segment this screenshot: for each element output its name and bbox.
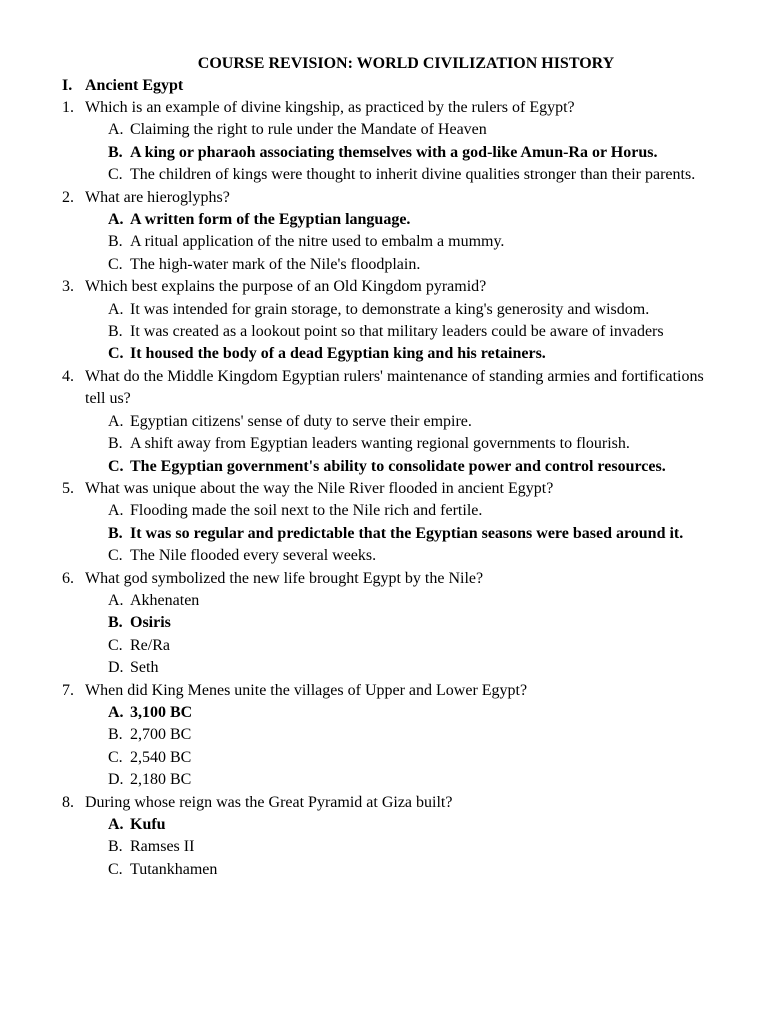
option-text: It was intended for grain storage, to demonstrate a king's generosity and wisdom. (130, 300, 650, 318)
option-letter: C. (108, 457, 124, 475)
option-letter: B. (108, 838, 123, 856)
question-item (0, 187, 768, 277)
answer-option (0, 231, 768, 253)
option-letter: B. (108, 614, 123, 632)
option-text: Kufu (130, 816, 166, 833)
answer-option (0, 747, 768, 769)
option-text: 3,100 BC (130, 703, 193, 721)
question-prompt: Which best explains the purpose of an Old Kingdom pyramid? (85, 278, 487, 296)
question-text (0, 97, 768, 119)
option-letter: B. (108, 233, 123, 251)
option-text: Tutankhamen (130, 860, 218, 878)
question-item (0, 276, 768, 366)
question-prompt: What do the Middle Kingdom Egyptian rulers' maintenance of standing armies and fortifications tell us? (85, 367, 704, 408)
page-title: COURSE REVISION: WORLD CIVILIZATION HISTORY (197, 55, 615, 72)
option-letter: D. (108, 771, 124, 789)
question-text (0, 568, 768, 590)
option-text: Seth (130, 659, 159, 677)
option-letter: A. (108, 591, 124, 609)
answer-option-correct (0, 702, 768, 724)
answer-option (0, 769, 768, 791)
question-number: 5. (62, 479, 74, 497)
answer-option (0, 164, 768, 186)
answer-option (0, 590, 768, 612)
answer-option (0, 119, 768, 141)
option-text: It housed the body of a dead Egyptian king and his retainers. (130, 345, 546, 363)
question-number: 3. (62, 278, 74, 296)
section-number: I. (62, 77, 73, 94)
question-text (0, 680, 768, 702)
answer-option (0, 500, 768, 522)
option-letter: B. (108, 726, 123, 744)
answer-option-correct (0, 523, 768, 545)
option-letter: B. (108, 323, 123, 341)
option-letter: B. (108, 435, 123, 453)
option-letter: C. (108, 255, 123, 273)
answer-option-correct (0, 814, 768, 836)
question-item (0, 792, 768, 882)
question-item (0, 478, 768, 568)
answer-option (0, 411, 768, 433)
answer-option (0, 254, 768, 276)
answer-option (0, 836, 768, 858)
answer-option-correct (0, 209, 768, 231)
option-letter: A. (108, 211, 124, 229)
question-item (0, 97, 768, 187)
option-letter: A. (108, 816, 124, 833)
option-text: A ritual application of the nitre used to embalm a mummy. (130, 233, 505, 251)
question-number: 1. (62, 99, 74, 116)
answer-option-correct (0, 343, 768, 365)
answer-option (0, 433, 768, 455)
question-text (0, 276, 768, 298)
answer-option (0, 724, 768, 746)
option-text: Egyptian citizens' sense of duty to serve their empire. (130, 412, 472, 430)
option-text: A shift away from Egyptian leaders wanting regional governments to flourish. (130, 435, 630, 453)
option-text: The Nile flooded every several weeks. (130, 547, 377, 565)
answer-option (0, 635, 768, 657)
question-text (0, 187, 768, 209)
option-text: Osiris (130, 614, 171, 632)
option-letter: C. (108, 636, 123, 654)
question-item (0, 366, 768, 478)
question-item (0, 680, 768, 792)
question-prompt: What are hieroglyphs? (85, 188, 230, 206)
option-text: A written form of the Egyptian language. (130, 211, 411, 229)
answer-option (0, 299, 768, 321)
question-prompt: What was unique about the way the Nile River flooded in ancient Egypt? (85, 479, 554, 497)
option-text: The Egyptian government's ability to consolidate power and control resources. (130, 457, 666, 475)
option-text: 2,540 BC (130, 748, 192, 766)
option-text: Flooding made the soil next to the Nile rich and fertile. (130, 502, 483, 520)
question-number: 6. (62, 569, 74, 587)
option-letter: B. (108, 143, 123, 161)
option-text: Re/Ra (130, 636, 170, 654)
question-number: 2. (62, 188, 74, 206)
option-text: Akhenaten (130, 591, 200, 609)
question-text (0, 366, 768, 411)
option-letter: B. (108, 524, 123, 542)
question-item (0, 568, 768, 680)
option-letter: A. (108, 300, 124, 318)
option-text: It was created as a lookout point so that military leaders could be aware of invaders (130, 323, 664, 341)
option-letter: A. (108, 502, 124, 520)
question-text (0, 792, 768, 814)
option-letter: D. (108, 659, 124, 677)
question-number: 4. (62, 367, 74, 385)
question-prompt: What god symbolized the new life brought Egypt by the Nile? (85, 569, 484, 587)
question-prompt: Which is an example of divine kingship, as practiced by the rulers of Egypt? (85, 99, 575, 116)
question-list (0, 97, 768, 881)
option-text: A king or pharaoh associating themselves with a god-like Amun-Ra or Horus. (130, 143, 658, 161)
option-letter: C. (108, 547, 123, 565)
question-text (0, 478, 768, 500)
option-text: Claiming the right to rule under the Mandate of Heaven (130, 121, 487, 139)
option-letter: C. (108, 345, 124, 363)
option-letter: C. (108, 748, 123, 766)
option-letter: A. (108, 121, 124, 139)
answer-option (0, 859, 768, 881)
answer-option-correct (0, 612, 768, 634)
question-number: 8. (62, 793, 74, 811)
question-prompt: During whose reign was the Great Pyramid at Giza built? (85, 793, 453, 811)
option-text: Ramses II (130, 838, 195, 856)
answer-option-correct (0, 142, 768, 164)
option-text: The children of kings were thought to inherit divine qualities stronger than their parents. (130, 166, 696, 184)
section-heading (62, 75, 183, 97)
answer-option-correct (0, 456, 768, 478)
option-text: The high-water mark of the Nile's floodplain. (130, 255, 421, 273)
option-letter: C. (108, 860, 123, 878)
option-text: It was so regular and predictable that the Egyptian seasons were based around it. (130, 524, 684, 542)
option-text: 2,700 BC (130, 726, 192, 744)
answer-option (0, 657, 768, 679)
answer-option (0, 545, 768, 567)
option-letter: A. (108, 703, 124, 721)
question-prompt: When did King Menes unite the villages of Upper and Lower Egypt? (85, 681, 528, 699)
question-number: 7. (62, 681, 74, 699)
option-letter: C. (108, 166, 123, 184)
section-title: Ancient Egypt (85, 77, 184, 94)
option-letter: A. (108, 412, 124, 430)
option-text: 2,180 BC (130, 771, 192, 789)
answer-option (0, 321, 768, 343)
